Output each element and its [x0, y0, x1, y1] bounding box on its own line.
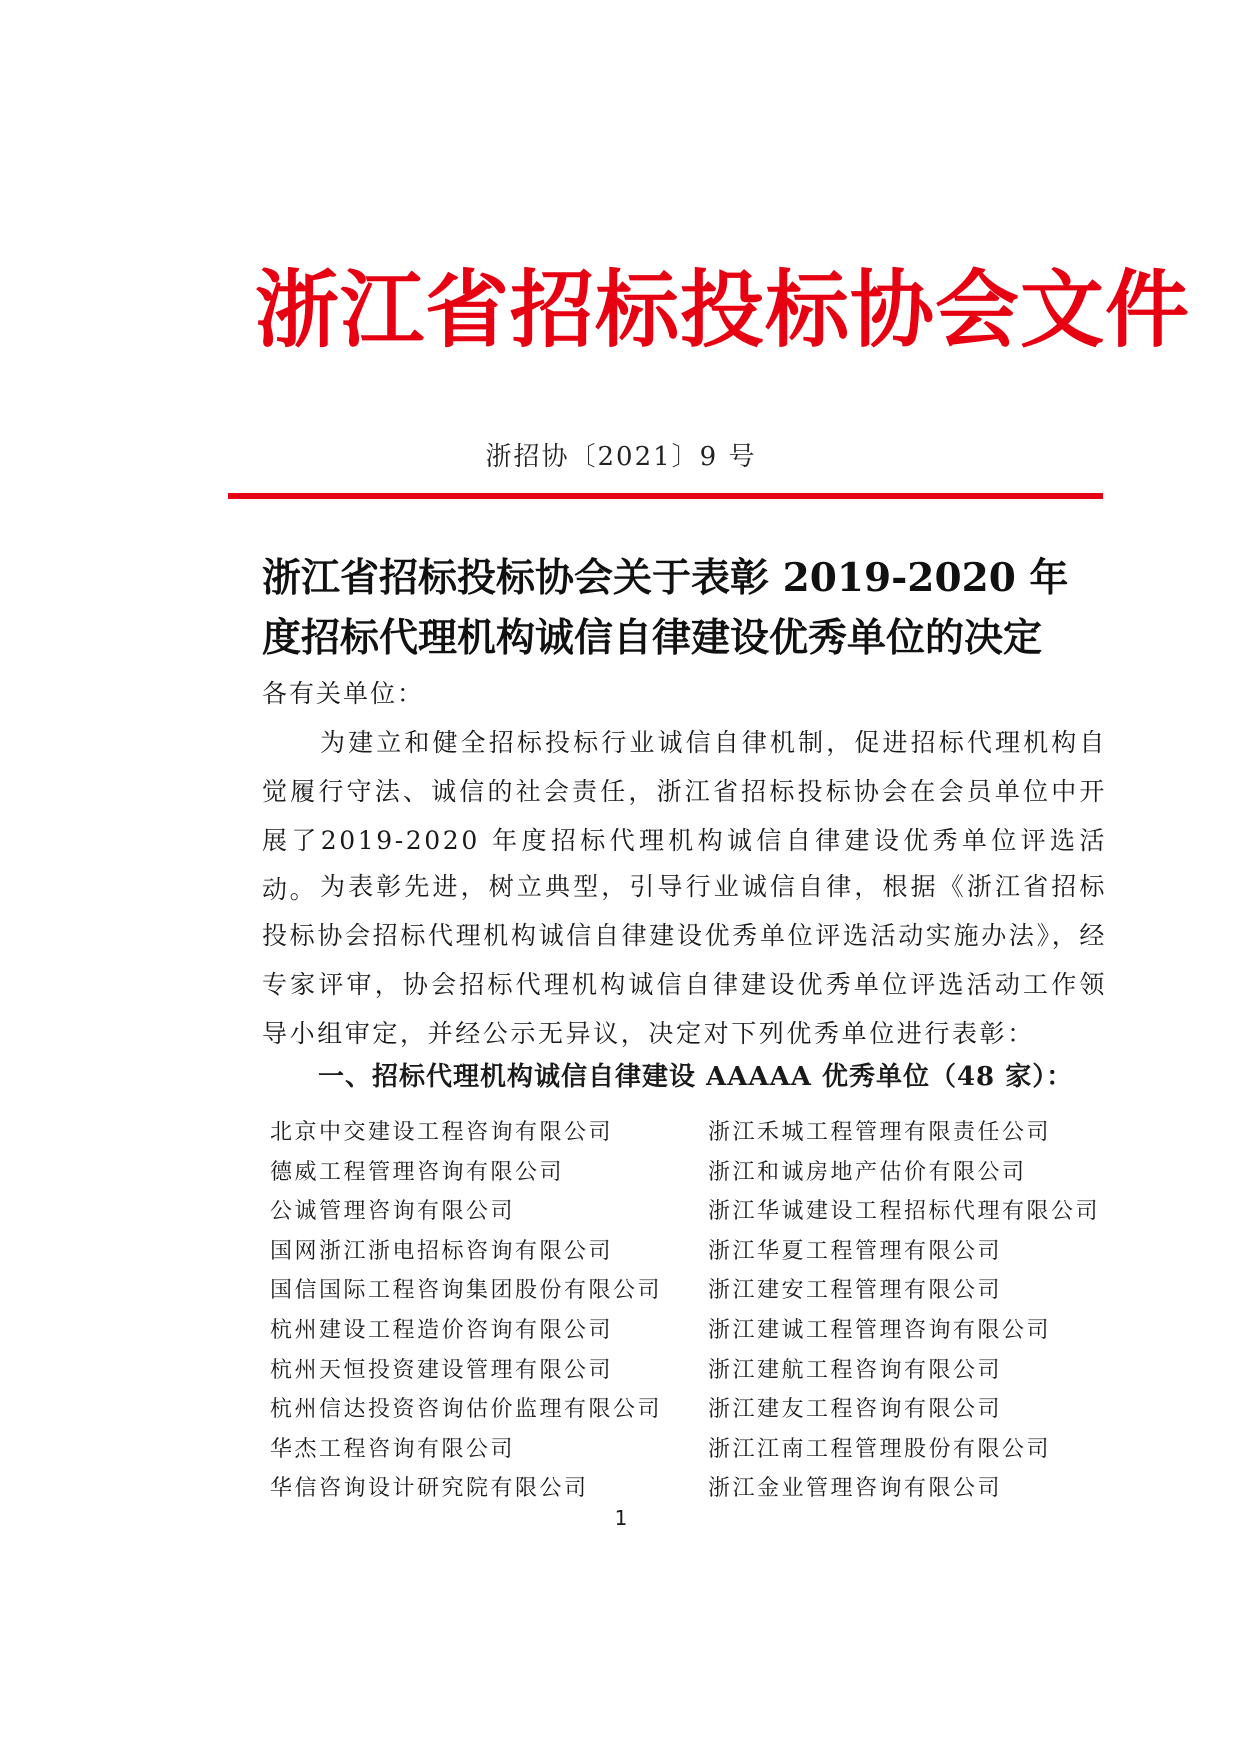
- company-list-item: 浙江江南工程管理股份有限公司: [708, 1436, 1052, 1462]
- company-list-item: 浙江建安工程管理有限公司: [708, 1278, 1003, 1304]
- company-list-item: 浙江建航工程咨询有限公司: [708, 1357, 1003, 1383]
- company-list-item: 北京中交建设工程咨询有限公司: [270, 1120, 614, 1145]
- company-list-item: 浙江和诚房地产估价有限公司: [708, 1159, 1027, 1185]
- company-list-item: 德威工程管理咨询有限公司: [270, 1159, 565, 1185]
- title-line-1: 浙江省招标投标协会关于表彰 2019-2020 年: [262, 555, 1069, 601]
- company-list-item: 杭州建设工程造价咨询有限公司: [270, 1317, 614, 1343]
- company-list-item: 华信咨询设计研究院有限公司: [270, 1476, 589, 1502]
- masthead-title: 浙江省招标投标协会文件: [255, 261, 1191, 359]
- company-list-item: 国网浙江浙电招标咨询有限公司: [270, 1238, 614, 1264]
- title-line-2: 度招标代理机构诚信自律建设优秀单位的决定: [262, 615, 1043, 661]
- company-list-item: 杭州信达投资咨询估价监理有限公司: [270, 1397, 663, 1423]
- company-list-item: 杭州天恒投资建设管理有限公司: [270, 1357, 614, 1383]
- company-list-item: 浙江建友工程咨询有限公司: [708, 1397, 1003, 1423]
- company-list-item: 浙江华诚建设工程招标代理有限公司: [708, 1199, 1101, 1225]
- company-list-item: 公诚管理咨询有限公司: [270, 1199, 516, 1225]
- page-number: 1: [614, 1506, 628, 1530]
- company-list-item: 浙江金业管理咨询有限公司: [708, 1476, 1003, 1502]
- document-number: 浙招协〔2021〕9 号: [485, 442, 757, 472]
- company-list-item: 浙江禾城工程管理有限责任公司: [708, 1120, 1052, 1145]
- document-title: [262, 548, 1122, 668]
- paragraph-2: 为表彰先进，树立典型，引导行业诚信自律，根据《浙江省招标投标协会招标代理机构诚信自律建设优秀单位评选活动实施办法》，经专家评审，协会招标代理机构诚信自律建设优秀单位评选活动工作领导小组审定，并经公示无异议，决定对下列优秀单位进行表彰：: [262, 872, 1107, 1048]
- company-list-item: 浙江建诚工程管理咨询有限公司: [708, 1317, 1052, 1343]
- company-list-right: [708, 1113, 1100, 1509]
- company-list-left: [270, 1113, 662, 1509]
- salutation: 各有关单位：: [262, 679, 425, 708]
- section-heading: 一、招标代理机构诚信自律建设 AAAAA 优秀单位（48 家）：: [318, 1062, 1074, 1092]
- company-list-item: 国信国际工程咨询集团股份有限公司: [270, 1278, 663, 1304]
- paragraph-1: 为建立和健全招标投标行业诚信自律机制，促进招标代理机构自觉履行守法、诚信的社会责任，浙江省招标投标协会在会员单位中开展了2019-2020 年度招标代理机构诚信自律建设优秀单位评选活动。: [262, 728, 1107, 904]
- red-divider-line: [228, 493, 1103, 499]
- company-list-item: 华杰工程咨询有限公司: [270, 1436, 516, 1462]
- company-list-item: 浙江华夏工程管理有限公司: [708, 1238, 1003, 1264]
